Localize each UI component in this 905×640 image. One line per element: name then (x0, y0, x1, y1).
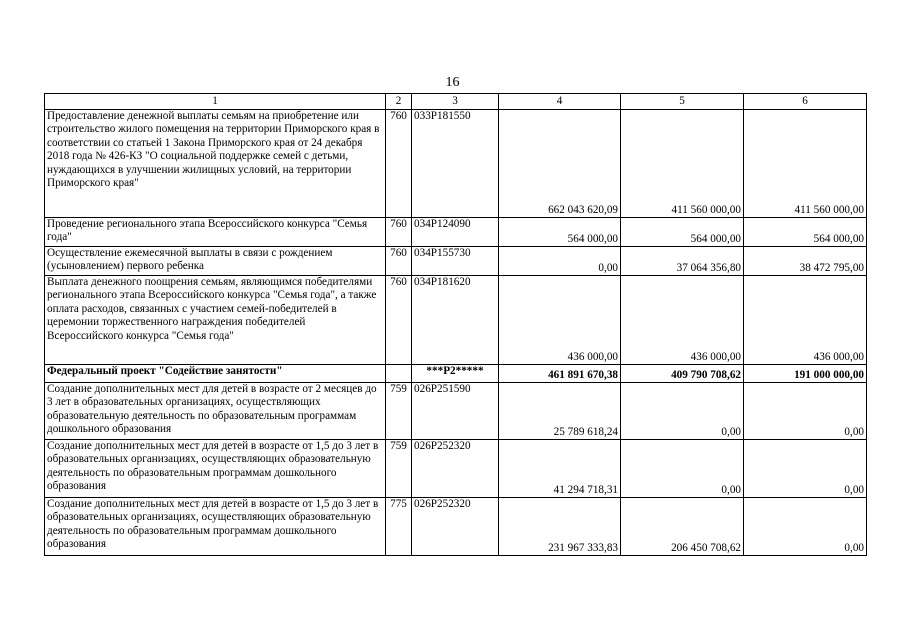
row-value-col6: 0,00 (744, 383, 867, 440)
row-name: Осуществление ежемесячной выплаты в связи с рождением (усыновлением) первого ребенка (45, 247, 386, 276)
table-row (45, 110, 867, 218)
column-header: 6 (744, 94, 867, 110)
row-name: Предоставление денежной выплаты семьям на приобретение или строительство жилого помещения на территории Приморского края в соответствии со статьей 1 Закона Приморского края от 24 декабря 2018 года № 426-КЗ "О социальной поддержке семей с детьми, нуждающихся в улучшении жилищных условий, на территории Приморского края" (45, 110, 386, 218)
row-value-col6: 0,00 (744, 440, 867, 498)
row-value-col4: 564 000,00 (499, 218, 621, 247)
row-value-col5: 0,00 (621, 440, 744, 498)
table-row (45, 218, 867, 247)
row-value-col4: 231 967 333,83 (499, 498, 621, 556)
table-header-row (45, 94, 867, 110)
row-name: Федеральный проект "Содействие занятости" (45, 365, 386, 383)
row-administrator-code: 760 (386, 218, 412, 247)
row-name: Создание дополнительных мест для детей в возрасте от 2 месяцев до 3 лет в образовательных организациях, осуществляющих образовательную деятельность по образовательным программам дошкольного образования (45, 383, 386, 440)
row-target-code: 034P124090 (412, 218, 499, 247)
budget-table (44, 93, 867, 556)
row-administrator-code: 759 (386, 440, 412, 498)
row-value-col5: 0,00 (621, 383, 744, 440)
table-row (45, 247, 867, 276)
page-number: 16 (445, 75, 460, 90)
row-name: Выплата денежного поощрения семьям, являющимся победителями регионального этапа Всероссийского конкурса "Семья года", а также оплата расходов, связанных с участием семей-победителей в церемонии торжественного награждения победителей Всероссийского конкурса "Семья года" (45, 276, 386, 365)
table-row (45, 383, 867, 440)
row-target-code: 033P181550 (412, 110, 499, 218)
row-target-code: 026P251590 (412, 383, 499, 440)
row-value-col6: 38 472 795,00 (744, 247, 867, 276)
column-header: 4 (499, 94, 621, 110)
row-value-col6: 564 000,00 (744, 218, 867, 247)
row-administrator-code: 775 (386, 498, 412, 556)
row-value-col6: 436 000,00 (744, 276, 867, 365)
column-header: 3 (412, 94, 499, 110)
row-value-col5: 206 450 708,62 (621, 498, 744, 556)
row-administrator-code: 760 (386, 276, 412, 365)
row-administrator-code: 760 (386, 247, 412, 276)
table-row (45, 440, 867, 498)
row-value-col5: 411 560 000,00 (621, 110, 744, 218)
row-name: Создание дополнительных мест для детей в возрасте от 1,5 до 3 лет в образовательных организациях, осуществляющих образовательную деятельность по образовательным программам дошкольного образования (45, 440, 386, 498)
table-row (45, 276, 867, 365)
column-header: 1 (45, 94, 386, 110)
row-name: Проведение регионального этапа Всероссийского конкурса "Семья года" (45, 218, 386, 247)
row-value-col5: 436 000,00 (621, 276, 744, 365)
row-administrator-code (386, 365, 412, 383)
row-value-col4: 461 891 670,38 (499, 365, 621, 383)
row-target-code: 026P252320 (412, 498, 499, 556)
row-value-col6: 0,00 (744, 498, 867, 556)
column-header: 5 (621, 94, 744, 110)
row-target-code: 026P252320 (412, 440, 499, 498)
row-value-col4: 41 294 718,31 (499, 440, 621, 498)
row-value-col4: 662 043 620,09 (499, 110, 621, 218)
row-value-col5: 564 000,00 (621, 218, 744, 247)
row-administrator-code: 759 (386, 383, 412, 440)
row-value-col5: 409 790 708,62 (621, 365, 744, 383)
row-value-col4: 0,00 (499, 247, 621, 276)
row-target-code: 034P155730 (412, 247, 499, 276)
row-value-col5: 37 064 356,80 (621, 247, 744, 276)
row-value-col4: 436 000,00 (499, 276, 621, 365)
row-administrator-code: 760 (386, 110, 412, 218)
row-value-col4: 25 789 618,24 (499, 383, 621, 440)
row-value-col6: 191 000 000,00 (744, 365, 867, 383)
table-row (45, 498, 867, 556)
row-name: Создание дополнительных мест для детей в возрасте от 1,5 до 3 лет в образовательных организациях, осуществляющих образовательную деятельность по образовательным программам дошкольного образования (45, 498, 386, 556)
row-target-code: ***P2***** (412, 365, 499, 383)
row-target-code: 034P181620 (412, 276, 499, 365)
row-value-col6: 411 560 000,00 (744, 110, 867, 218)
table-row-project-total (45, 365, 867, 383)
column-header: 2 (386, 94, 412, 110)
